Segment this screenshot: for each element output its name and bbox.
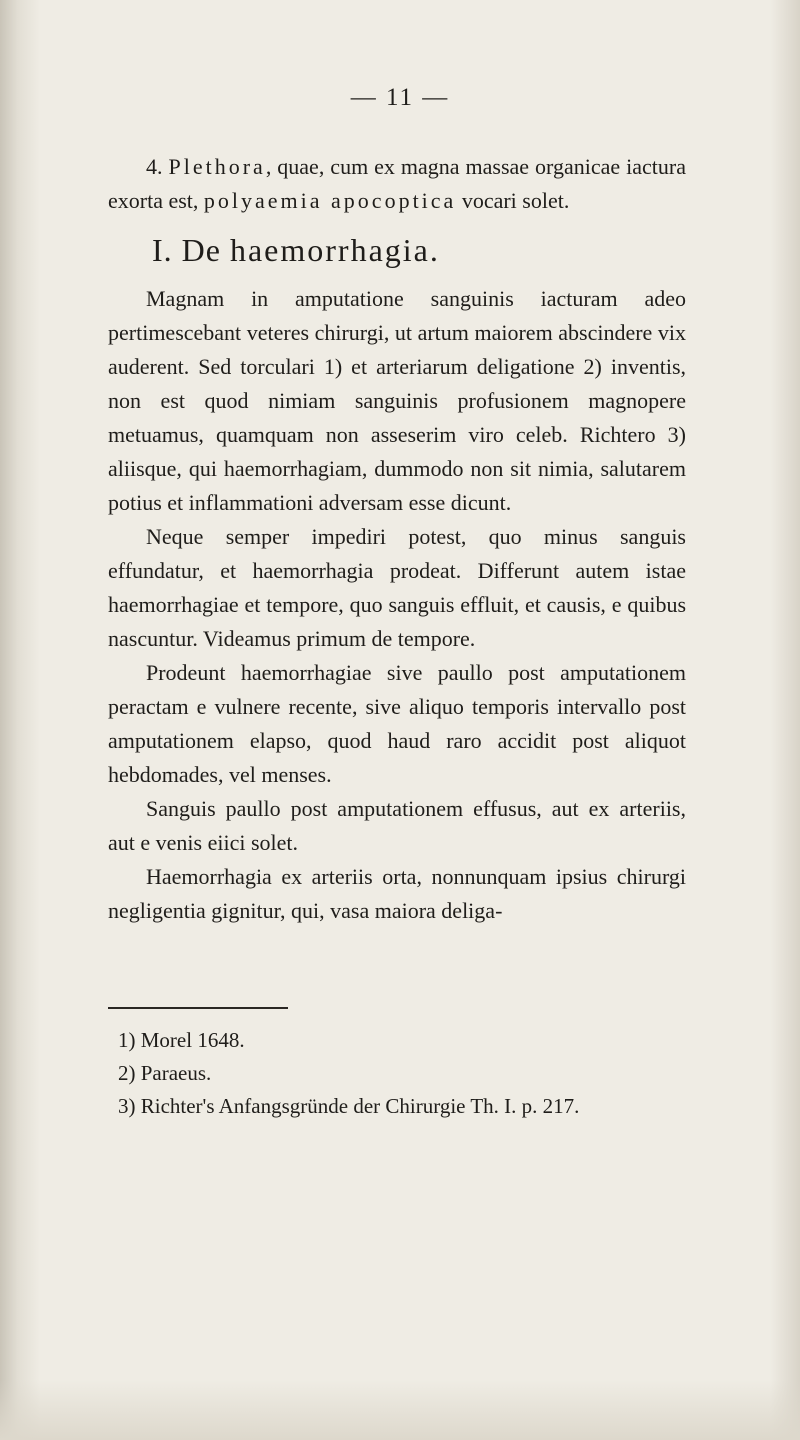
paragraph: Prodeunt haemorrhagiae sive paullo post amputationem peractam e vulnere recente, sive aliquo temporis intervallo post amputationem elapso, quod haud raro accidit post aliquot hebdomades, vel menses. [108,660,686,787]
paragraph-text: , quae, cum ex magna massae organicae iactura exorta est, [108,154,686,213]
paragraph-text: vocari solet. [456,188,570,213]
footnotes [118,1024,698,1123]
page-edge-right [770,0,800,1440]
footnote-3: 3) Richter's Anfangsgründe der Chirurgie Th. I. p. 217. [118,1094,580,1118]
footnote-1: 1) Morel 1648. [118,1028,245,1052]
section-number: I. [152,232,173,268]
paragraph-4 [108,150,686,218]
section-title: haemorrhagia. [229,232,440,268]
page-edge-left [0,0,40,1440]
term-plethora: Plethora [168,154,266,179]
footnote-divider [108,1007,288,1009]
paragraph: Magnam in amputatione sanguinis iacturam adeo pertimescebant veteres chirurgi, ut artum maiorem abscindere vix auderent. Sed torculari 1) et arteriarum deligatione 2) inventis, non est quod nimiam sanguinis profusionem magnopere metuamus, quamquam non asseserim viro celeb. Richtero 3) aliisque, qui haemorrhagiam, dummodo non sit nimia, salutarem potius et inflammationi adversam esse dicunt. [108,286,686,515]
paragraph: Neque semper impediri potest, quo minus sanguis effundatur, et haemorrhagia prodeat. Differunt autem istae haemorrhagiae et tempore, quo sanguis effluit, et causis, e quibus nascuntur. Videamus primum de tempore. [108,524,686,651]
page-edge-bottom [0,1380,800,1440]
section-heading [108,230,686,270]
footnote-2: 2) Paraeus. [118,1061,212,1085]
page-number: — 11 — [350,84,450,111]
section-de: De [181,232,221,268]
main-text [108,150,686,928]
paragraph-number: 4. [146,154,163,179]
paragraph: Sanguis paullo post amputationem effusus, aut ex arteriis, aut e venis eiici solet. [108,796,686,855]
paragraph: Haemorrhagia ex arteriis orta, nonnunquam ipsius chirurgi negligentia gignitur, qui, vasa maiora deliga- [108,864,686,923]
term-polyaemia: polyaemia apocoptica [203,188,457,213]
